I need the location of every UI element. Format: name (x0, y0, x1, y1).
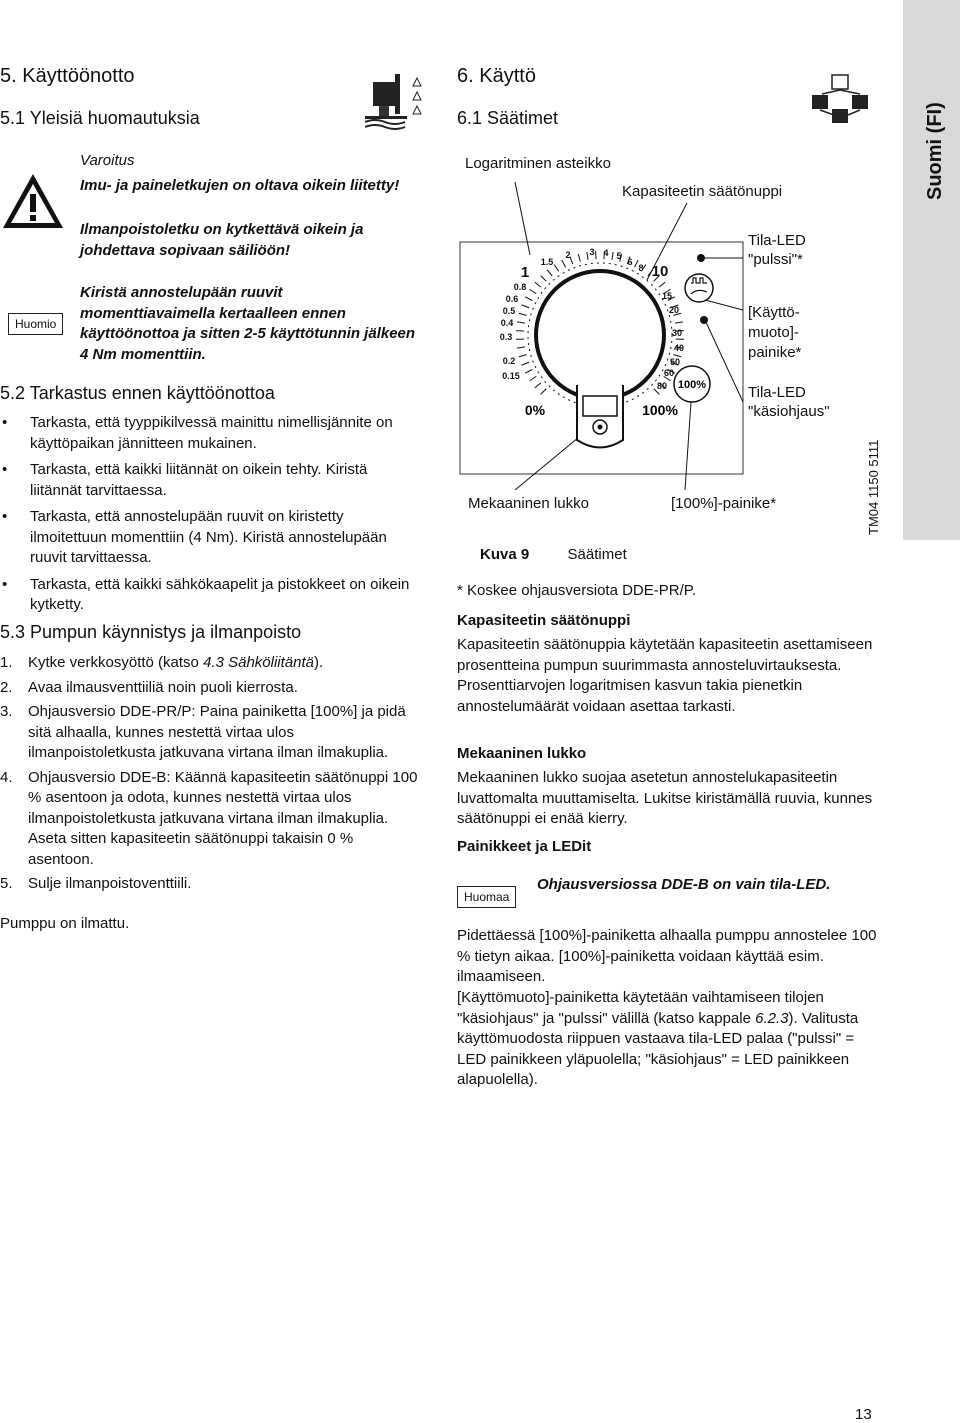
scale-label: 0.5 (503, 306, 516, 316)
led-pulse-icon (697, 254, 705, 262)
scale-label: 1 (521, 264, 529, 281)
scale-tick (554, 265, 558, 272)
label-log-scale: Logaritminen asteikko (465, 155, 611, 172)
scale-tick (547, 270, 552, 276)
language-tab-label (903, 0, 960, 230)
scale-tick (578, 254, 580, 262)
scale-tick (612, 252, 613, 260)
note-text-right: Ohjausversiossa DDE-B on vain tila-LED. (537, 875, 837, 896)
check-item: • Tarkasta, että tyyppikilvessä mainittu nimellisjännite on käyttöpaikan jännitteen mukainen. (0, 413, 420, 454)
label-led-pulse-1: Tila-LED (748, 232, 806, 249)
scale-tick (522, 305, 529, 308)
warning-heading: Varoitus (80, 151, 420, 172)
section-title-5-2: 5.2 Tarkastus ennen käyttöönottoa (0, 383, 275, 404)
closing-text: Pumppu on ilmattu. (0, 914, 129, 935)
scale-label: 0.6 (506, 294, 519, 304)
scale-tick (519, 313, 527, 315)
step-item: 4. Ohjausversio DDE-B: Käännä kapasiteetin säätönuppi 100 % asentoon ja odota, kunnes nestettä virtaa ulos ilmanpoistoletkusta jatkuvana virtana ilman ilmakuplia. Aseta sitten kapasiteetin säätönuppi takaisin 0 % asentoon. (0, 768, 420, 871)
scale-tick (535, 383, 541, 388)
section-title-6: 6. Käyttö (457, 65, 536, 88)
steps-list (0, 653, 420, 899)
warning-line-1: Imu- ja paineletkujen on oltava oikein liitetty! (80, 176, 420, 197)
scale-label: 6 (627, 257, 632, 267)
warning-icon (0, 170, 66, 232)
scale-tick (525, 297, 532, 301)
check-item: • Tarkasta, että annostelupään ruuvit on kiristetty ilmoitettuun momenttiin (4 Nm). Kiristä annostelupään ruuvit tarvittaessa. (0, 507, 420, 569)
scale-label: 4 (603, 248, 608, 258)
led-manual-icon (700, 316, 708, 324)
step-item: 1. Kytke verkkosyöttö (katso 4.3 Sähköliitäntä). (0, 653, 420, 674)
svg-text:TM04 1150 5111: TM04 1150 5111 (866, 440, 881, 535)
scale-label: 0.15 (502, 371, 520, 381)
mode-button-icon (685, 274, 713, 302)
lock-text: Mekaaninen lukko suojaa asetetun annostelukapasiteetin luvattomalta muuttamiselta. Lukitse kiristämällä ruuvia, kunnes säätönuppi ei enää kierry. (457, 768, 882, 830)
scale-tick (541, 389, 547, 395)
warning-line-2: Ilmanpoistoletku on kytkettävä oikein ja johdettava sopivaan säiliöön! (80, 220, 420, 261)
scale-label: 30 (672, 328, 682, 338)
section-title-6-1: 6.1 Säätimet (457, 108, 558, 129)
operation-icons (810, 73, 872, 125)
label-knob: Kapasiteetin säätönuppi (622, 183, 782, 200)
knob-heading: Kapasiteetin säätönuppi (457, 611, 630, 632)
buttons-para-1: Pidettäessä [100%]-painiketta alhaalla pumppu annostelee 100 % tietyn aikaa. [100%]-painiketta voidaan käyttää esim. ilmaamiseen. (457, 926, 882, 988)
step-item: 5. Sulje ilmanpoistoventtiili. (0, 874, 420, 895)
svg-text:Suomi (FI): Suomi (FI) (924, 102, 946, 200)
scale-tick (530, 376, 537, 380)
scale-tick (659, 282, 665, 287)
knob-text: Kapasiteetin säätönuppia käytetään kapasiteetin asettamiseen prosentteina pumpun suurimmasta annosteluvirtauksesta. Prosenttiarvojen logaritmisen kasvun takia pienetkin annostelumäärät voidaan asettaa tarkasti. (457, 635, 882, 717)
caption-text: Säätimet (568, 546, 627, 563)
scale-label: 50 (670, 357, 680, 367)
scale-tick (519, 355, 527, 357)
scale-label: 8 (638, 263, 643, 273)
scale-tick (587, 252, 588, 260)
scale-label: 40 (674, 343, 684, 353)
label-lock: Mekaaninen lukko (468, 495, 589, 512)
label-led-pulse-2: "pulssi"* (748, 251, 803, 268)
lock-heading: Mekaaninen lukko (457, 744, 586, 765)
scale-label: 0.3 (500, 332, 513, 342)
note-badge-right: Huomaa (457, 886, 516, 908)
svg-text:100%: 100% (678, 379, 706, 391)
section-title-5: 5. Käyttöönotto (0, 65, 135, 88)
pump-icon (365, 72, 435, 132)
label-mode-2: muoto]- (748, 324, 799, 341)
scale-label: 10 (652, 263, 669, 280)
label-led-manual-2: "käsiohjaus" (748, 403, 830, 420)
step-item: 3. Ohjausversio DDE-PR/P: Paina painiketta [100%] ja pidä sitä alhaalla, kunnes nestettä virtaa ulos ilmanpoistoletkusta jatkuvana virtana ilman ilmakuplia. (0, 702, 420, 764)
scale-label: 0.8 (514, 282, 527, 292)
scale-label: 80 (657, 381, 667, 391)
step-item: 2. Avaa ilmausventtiiliä noin puoli kierrosta. (0, 678, 420, 699)
label-mode-3: painike* (748, 344, 801, 361)
svg-text:100%: 100% (642, 402, 678, 418)
scale-tick (525, 370, 532, 374)
scale-tick (530, 289, 537, 293)
note-text: Kiristä annostelupään ruuvit momenttiavaimella kertaalleen ennen käyttöönottoa ja sitten 2-5 käyttötunnin jälkeen 4 Nm momenttiin. (80, 283, 420, 365)
scale-label: 0.4 (501, 318, 514, 328)
scale-tick (517, 322, 525, 323)
scale-label: 20 (669, 305, 679, 315)
scale-tick (541, 276, 547, 282)
check-item: • Tarkasta, että kaikki sähkökaapelit ja pistokkeet on oikein kytketty. (0, 575, 420, 616)
buttons-para-2: [Käyttömuoto]-painiketta käytetään vaihtamiseen tilojen "käsiohjaus" ja "pulssi" välillä (katso kappale 6.2.3). Valitusta käyttömuodosta riippuen vastaava tila-LED palaa ("pulssi" = LED painikkeen yläpuolella; "käsiohjaus" = LED painikkeen alapuolella). (457, 988, 882, 1091)
scale-label: 5 (616, 251, 621, 261)
figure-caption (480, 545, 627, 566)
label-100-button: [100%]-painike* (671, 495, 776, 512)
buttons-heading: Painikkeet ja LEDit (457, 837, 591, 858)
scale-tick (517, 347, 525, 348)
section-title-5-1: 5.1 Yleisiä huomautuksia (0, 108, 200, 129)
page-number: 13 (855, 1406, 872, 1423)
scale-tick (535, 282, 541, 287)
label-led-manual-1: Tila-LED (748, 384, 806, 401)
scale-label: 60 (664, 368, 674, 378)
scale-label: 15 (662, 291, 672, 301)
caption-number: Kuva 9 (480, 546, 529, 563)
scale-label: 0.2 (503, 356, 516, 366)
control-dial-figure (455, 170, 755, 490)
scale-label: 2 (565, 250, 570, 260)
checks-list (0, 413, 420, 622)
footnote: * Koskee ohjausversiota DDE-PR/P. (457, 581, 696, 602)
tm-code (858, 410, 888, 540)
scale-tick (522, 362, 529, 365)
scale-label: 3 (589, 247, 594, 257)
section-title-5-3: 5.3 Pumpun käynnistys ja ilmanpoisto (0, 622, 301, 643)
svg-text:0%: 0% (525, 402, 546, 418)
note-badge: Huomio (8, 313, 63, 335)
scale-label: 1.5 (541, 257, 554, 267)
scale-tick (675, 322, 683, 323)
check-item: • Tarkasta, että kaikki liitännät on oikein tehty. Kiristä liitännät tarvittaessa. (0, 460, 420, 501)
scale-tick (562, 260, 566, 267)
label-mode-1: [Käyttö- (748, 304, 800, 321)
